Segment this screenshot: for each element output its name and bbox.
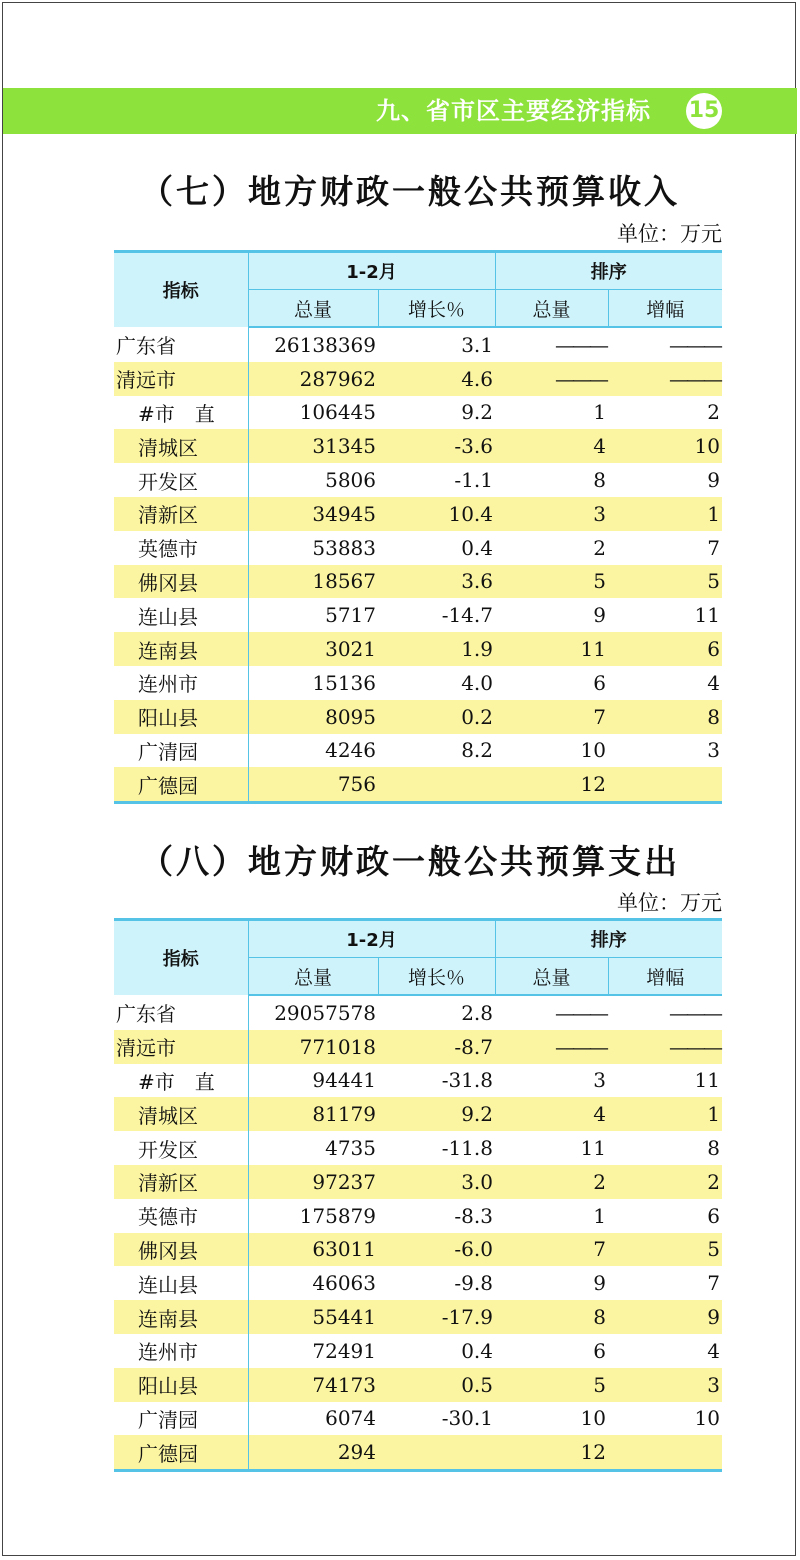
row-label: 广东省	[114, 327, 248, 362]
rank-total-cell: 7	[495, 700, 608, 734]
growth-cell: 8.2	[461, 738, 493, 763]
rank-growth-cell: 5	[608, 565, 722, 599]
rank-growth-cell: 1	[608, 1097, 722, 1131]
growth-cell: 4.6	[378, 362, 495, 396]
rank-growth-cell: 10	[694, 1406, 720, 1431]
table-row	[114, 362, 722, 396]
table-row	[114, 429, 722, 463]
rank-total-cell: ———	[495, 362, 608, 396]
rank-growth-cell: 10	[608, 429, 722, 463]
growth-cell: -8.7	[378, 1030, 495, 1064]
growth-cell: -11.8	[441, 1136, 493, 1161]
growth-cell: -30.1	[441, 1406, 493, 1431]
page-number-badge: 15	[686, 93, 722, 129]
col-header-total: 总量	[248, 290, 378, 328]
rank-total-cell: ———	[555, 1000, 606, 1025]
rank-growth-cell: 5	[608, 1233, 722, 1267]
col-header-indicator: 指标	[114, 252, 248, 328]
col-header-period: 1-2月	[248, 920, 495, 958]
growth-cell: 9.2	[461, 400, 493, 425]
table-row	[114, 1266, 722, 1300]
row-label: 广清园	[114, 734, 248, 768]
rank-growth-cell: 11	[694, 603, 720, 628]
growth-cell: -3.6	[378, 429, 495, 463]
rank-total-cell: 5	[495, 1368, 608, 1402]
rank-total-cell: 11	[495, 632, 608, 666]
rank-total-cell: 10	[580, 1406, 606, 1431]
revenue-table	[114, 250, 722, 804]
total-cell: 29057578	[274, 1000, 376, 1025]
rank-total-cell: 8	[593, 468, 606, 493]
chapter-title: 九、省市区主要经济指标	[376, 97, 651, 125]
table-row	[114, 1030, 722, 1064]
rank-total-cell: 6	[593, 670, 606, 695]
row-label: 连州市	[114, 1334, 248, 1368]
row-label: 清新区	[114, 497, 248, 531]
row-label: #市 直	[114, 396, 248, 430]
rank-total-cell: 2	[593, 535, 606, 560]
growth-cell: 10.4	[378, 497, 495, 531]
expenditure-unit-label: 单位：万元	[617, 891, 722, 915]
row-label: 广德园	[114, 1435, 248, 1470]
total-cell: 63011	[248, 1233, 378, 1267]
rank-growth-cell: 11	[694, 1068, 720, 1093]
col-header-total: 总量	[248, 958, 378, 996]
expenditure-section-title: （八）地方财政一般公共预算支出	[140, 842, 680, 881]
row-label: 连南县	[114, 1300, 248, 1334]
row-label: 广德园	[114, 767, 248, 802]
total-cell: 81179	[248, 1097, 378, 1131]
table-row	[114, 396, 722, 430]
total-cell: 26138369	[274, 332, 376, 357]
rank-growth-cell: 1	[608, 497, 722, 531]
row-label: 开发区	[114, 1131, 248, 1165]
total-cell: 106445	[299, 400, 376, 425]
growth-cell: 3.6	[378, 565, 495, 599]
rank-growth-cell: 4	[707, 670, 720, 695]
rank-growth-cell: 3	[707, 738, 720, 763]
total-cell: 5806	[325, 468, 376, 493]
total-cell: 72491	[312, 1338, 376, 1363]
growth-cell: 2.8	[461, 1000, 493, 1025]
total-cell: 34945	[248, 497, 378, 531]
row-label: 清城区	[114, 1097, 248, 1131]
rank-growth-cell: 6	[707, 1203, 720, 1228]
total-cell: 6074	[325, 1406, 376, 1431]
total-cell: 756	[248, 767, 378, 802]
total-cell: 94441	[312, 1068, 376, 1093]
table-row	[114, 995, 722, 1030]
growth-cell: 9.2	[378, 1097, 495, 1131]
growth-cell: -17.9	[378, 1300, 495, 1334]
table-row	[114, 666, 722, 700]
table-row	[114, 1334, 722, 1368]
rank-growth-cell: 7	[707, 535, 720, 560]
rank-total-cell: 1	[593, 1203, 606, 1228]
table-row	[114, 565, 722, 599]
growth-cell: -14.7	[441, 603, 493, 628]
rank-total-cell: ———	[555, 332, 606, 357]
rank-growth-cell: ———	[608, 362, 722, 396]
rank-total-cell: 10	[580, 738, 606, 763]
total-cell: 53883	[312, 535, 376, 560]
row-label: 佛冈县	[114, 565, 248, 599]
table-row	[114, 598, 722, 632]
row-label: 清新区	[114, 1165, 248, 1199]
row-label: 清城区	[114, 429, 248, 463]
row-label: 清远市	[114, 1030, 248, 1064]
total-cell: 15136	[312, 670, 376, 695]
rank-growth-cell: 8	[707, 1136, 720, 1161]
total-cell: 46063	[312, 1271, 376, 1296]
chapter-header-band	[3, 88, 797, 134]
col-header-rank-growth: 增幅	[608, 290, 722, 328]
row-label: #市 直	[114, 1064, 248, 1098]
rank-total-cell: 3	[593, 1068, 606, 1093]
total-cell: 4246	[325, 738, 376, 763]
table-row	[114, 632, 722, 666]
rank-growth-cell: 6	[608, 632, 722, 666]
total-cell: 287962	[248, 362, 378, 396]
rank-growth-cell: ———	[669, 1000, 720, 1025]
rank-growth-cell: 2	[608, 1165, 722, 1199]
total-cell: 294	[248, 1435, 378, 1470]
growth-cell	[378, 1435, 495, 1470]
rank-total-cell: 12	[495, 1435, 608, 1470]
rank-growth-cell: 8	[608, 700, 722, 734]
rank-growth-cell: 3	[608, 1368, 722, 1402]
table-row	[114, 1131, 722, 1165]
table-row	[114, 767, 722, 802]
col-header-ranking: 排序	[495, 920, 722, 958]
row-label: 清远市	[114, 362, 248, 396]
total-cell: 5717	[325, 603, 376, 628]
total-cell: 175879	[299, 1203, 376, 1228]
revenue-unit-label: 单位：万元	[617, 222, 722, 246]
growth-cell: 0.5	[378, 1368, 495, 1402]
table-row	[114, 1402, 722, 1436]
rank-total-cell: 12	[495, 767, 608, 802]
row-label: 佛冈县	[114, 1233, 248, 1267]
row-label: 英德市	[114, 531, 248, 565]
table-row	[114, 327, 722, 362]
col-header-growth: 增长％	[378, 290, 495, 328]
table-row	[114, 1165, 722, 1199]
revenue-section-title: （七）地方财政一般公共预算收入	[140, 172, 680, 211]
row-label: 英德市	[114, 1199, 248, 1233]
rank-growth-cell: 9	[707, 468, 720, 493]
col-header-ranking: 排序	[495, 252, 722, 290]
table-row	[114, 497, 722, 531]
rank-total-cell: 2	[495, 1165, 608, 1199]
total-cell: 31345	[248, 429, 378, 463]
rank-total-cell: 6	[593, 1338, 606, 1363]
table-row	[114, 700, 722, 734]
total-cell: 8095	[248, 700, 378, 734]
table-row	[114, 1064, 722, 1098]
expenditure-table-body	[114, 995, 722, 1471]
growth-cell: 0.4	[461, 535, 493, 560]
growth-cell: 3.0	[378, 1165, 495, 1199]
rank-growth-cell: ———	[669, 332, 720, 357]
col-header-indicator: 指标	[114, 920, 248, 996]
rank-total-cell: 3	[495, 497, 608, 531]
rank-growth-cell	[608, 1435, 722, 1470]
rank-total-cell: 8	[495, 1300, 608, 1334]
total-cell: 4735	[325, 1136, 376, 1161]
total-cell: 18567	[248, 565, 378, 599]
row-label: 广清园	[114, 1402, 248, 1436]
rank-growth-cell: 2	[707, 400, 720, 425]
growth-cell: 4.0	[461, 670, 493, 695]
rank-total-cell: 7	[495, 1233, 608, 1267]
table-row	[114, 1368, 722, 1402]
table-row	[114, 1300, 722, 1334]
revenue-table-body	[114, 327, 722, 803]
row-label: 阳山县	[114, 1368, 248, 1402]
rank-growth-cell: 4	[707, 1338, 720, 1363]
rank-growth-cell: ———	[608, 1030, 722, 1064]
growth-cell: 3.1	[461, 332, 493, 357]
growth-cell: -8.3	[454, 1203, 493, 1228]
row-label: 连州市	[114, 666, 248, 700]
row-label: 开发区	[114, 463, 248, 497]
growth-cell: 0.4	[461, 1338, 493, 1363]
rank-total-cell: 5	[495, 565, 608, 599]
rank-total-cell: ———	[495, 1030, 608, 1064]
row-label: 广东省	[114, 995, 248, 1030]
growth-cell	[378, 767, 495, 802]
row-label: 连南县	[114, 632, 248, 666]
table-row	[114, 1435, 722, 1470]
growth-cell: -1.1	[454, 468, 493, 493]
table-row	[114, 1199, 722, 1233]
growth-cell: 0.2	[378, 700, 495, 734]
row-label: 连山县	[114, 1266, 248, 1300]
table-row	[114, 1097, 722, 1131]
total-cell: 55441	[248, 1300, 378, 1334]
col-header-rank-total: 总量	[495, 958, 608, 996]
rank-total-cell: 9	[593, 1271, 606, 1296]
rank-growth-cell: 7	[707, 1271, 720, 1296]
table-row	[114, 1233, 722, 1267]
total-cell: 771018	[248, 1030, 378, 1064]
col-header-rank-growth: 增幅	[608, 958, 722, 996]
growth-cell: -31.8	[441, 1068, 493, 1093]
rank-total-cell: 11	[580, 1136, 606, 1161]
table-row	[114, 531, 722, 565]
total-cell: 74173	[248, 1368, 378, 1402]
growth-cell: 1.9	[378, 632, 495, 666]
col-header-growth: 增长％	[378, 958, 495, 996]
total-cell: 3021	[248, 632, 378, 666]
growth-cell: -9.8	[454, 1271, 493, 1296]
row-label: 阳山县	[114, 700, 248, 734]
rank-total-cell: 4	[495, 429, 608, 463]
rank-total-cell: 1	[593, 400, 606, 425]
total-cell: 97237	[248, 1165, 378, 1199]
table-row	[114, 734, 722, 768]
table-row	[114, 463, 722, 497]
row-label: 连山县	[114, 598, 248, 632]
rank-growth-cell: 9	[608, 1300, 722, 1334]
col-header-rank-total: 总量	[495, 290, 608, 328]
growth-cell: -6.0	[378, 1233, 495, 1267]
rank-total-cell: 9	[593, 603, 606, 628]
col-header-period: 1-2月	[248, 252, 495, 290]
rank-total-cell: 4	[495, 1097, 608, 1131]
rank-growth-cell	[608, 767, 722, 802]
expenditure-table	[114, 918, 722, 1472]
